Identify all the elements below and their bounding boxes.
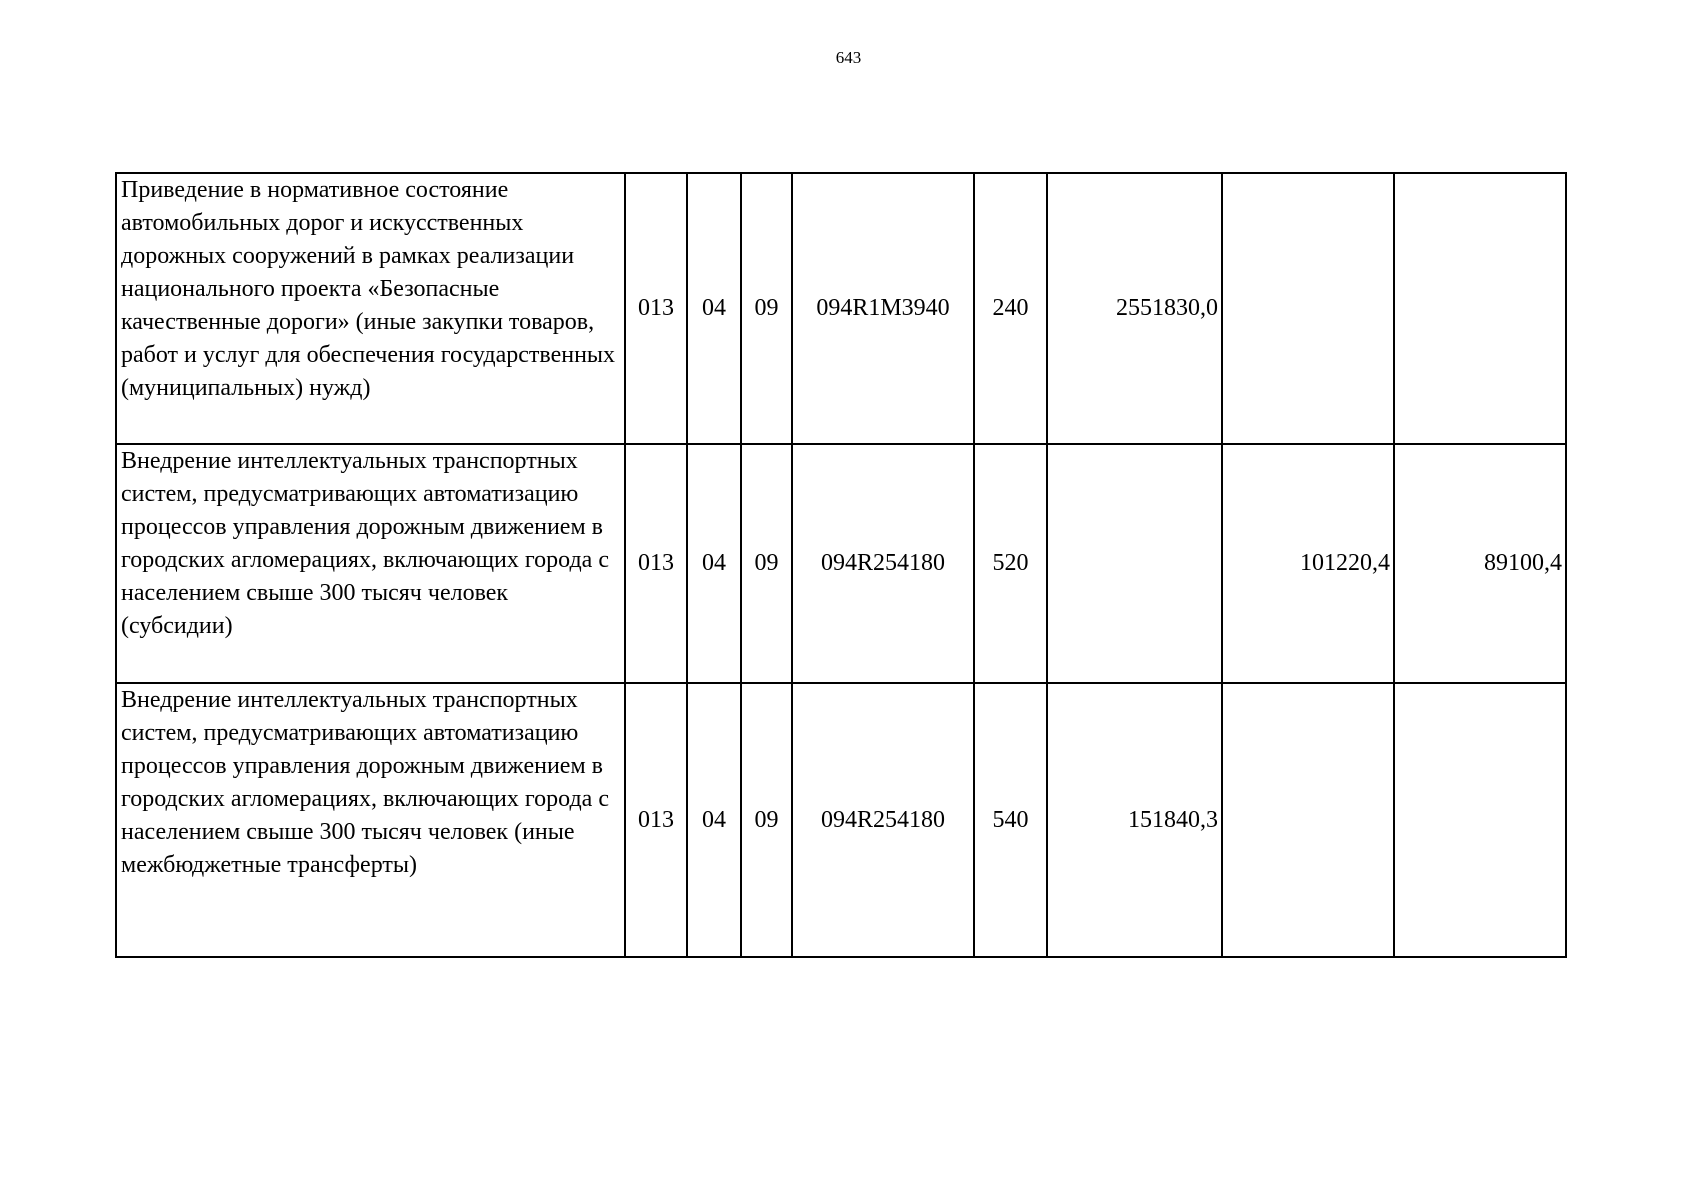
table-row <box>116 173 1566 444</box>
row-description: Внедрение интеллектуальных транспортных систем, предусматривающих автоматизацию процессов управления дорожным движением в городских агломерациях, включающих города с населением свыше 300 тысяч человек (субсидии) <box>116 444 625 683</box>
amount-year-2 <box>1222 173 1394 444</box>
expense-type-code: 240 <box>974 173 1047 444</box>
target-article-code: 094R254180 <box>792 683 974 957</box>
page-number: 643 <box>835 48 862 67</box>
target-article-code: 094R254180 <box>792 444 974 683</box>
row-description: Внедрение интеллектуальных транспортных систем, предусматривающих автоматизацию процессов управления дорожным движением в городских агломерациях, включающих города с населением свыше 300 тысяч человек (иные межбюджетные трансферты) <box>116 683 625 957</box>
amount-year-1: 2551830,0 <box>1047 173 1222 444</box>
target-article-code: 094R1M3940 <box>792 173 974 444</box>
section-code: 04 <box>687 173 741 444</box>
section-code: 04 <box>687 683 741 957</box>
amount-year-3 <box>1394 173 1566 444</box>
amount-year-2: 101220,4 <box>1222 444 1394 683</box>
ministry-code: 013 <box>625 683 687 957</box>
subsection-code: 09 <box>741 444 792 683</box>
amount-year-3 <box>1394 683 1566 957</box>
expense-type-code: 540 <box>974 683 1047 957</box>
ministry-code: 013 <box>625 444 687 683</box>
amount-year-2 <box>1222 683 1394 957</box>
subsection-code: 09 <box>741 173 792 444</box>
ministry-code: 013 <box>625 173 687 444</box>
expense-type-code: 520 <box>974 444 1047 683</box>
table-row <box>116 444 1566 683</box>
row-description: Приведение в нормативное состояние автомобильных дорог и искусственных дорожных сооружений в рамках реализации национального проекта «Безопасные качественные дороги» (иные закупки товаров, работ и услуг для обеспечения государственных (муниципальных) нужд) <box>116 173 625 444</box>
amount-year-1 <box>1047 444 1222 683</box>
table-row <box>116 683 1566 957</box>
section-code: 04 <box>687 444 741 683</box>
budget-table <box>115 172 1567 958</box>
subsection-code: 09 <box>741 683 792 957</box>
amount-year-1: 151840,3 <box>1047 683 1222 957</box>
amount-year-3: 89100,4 <box>1394 444 1566 683</box>
